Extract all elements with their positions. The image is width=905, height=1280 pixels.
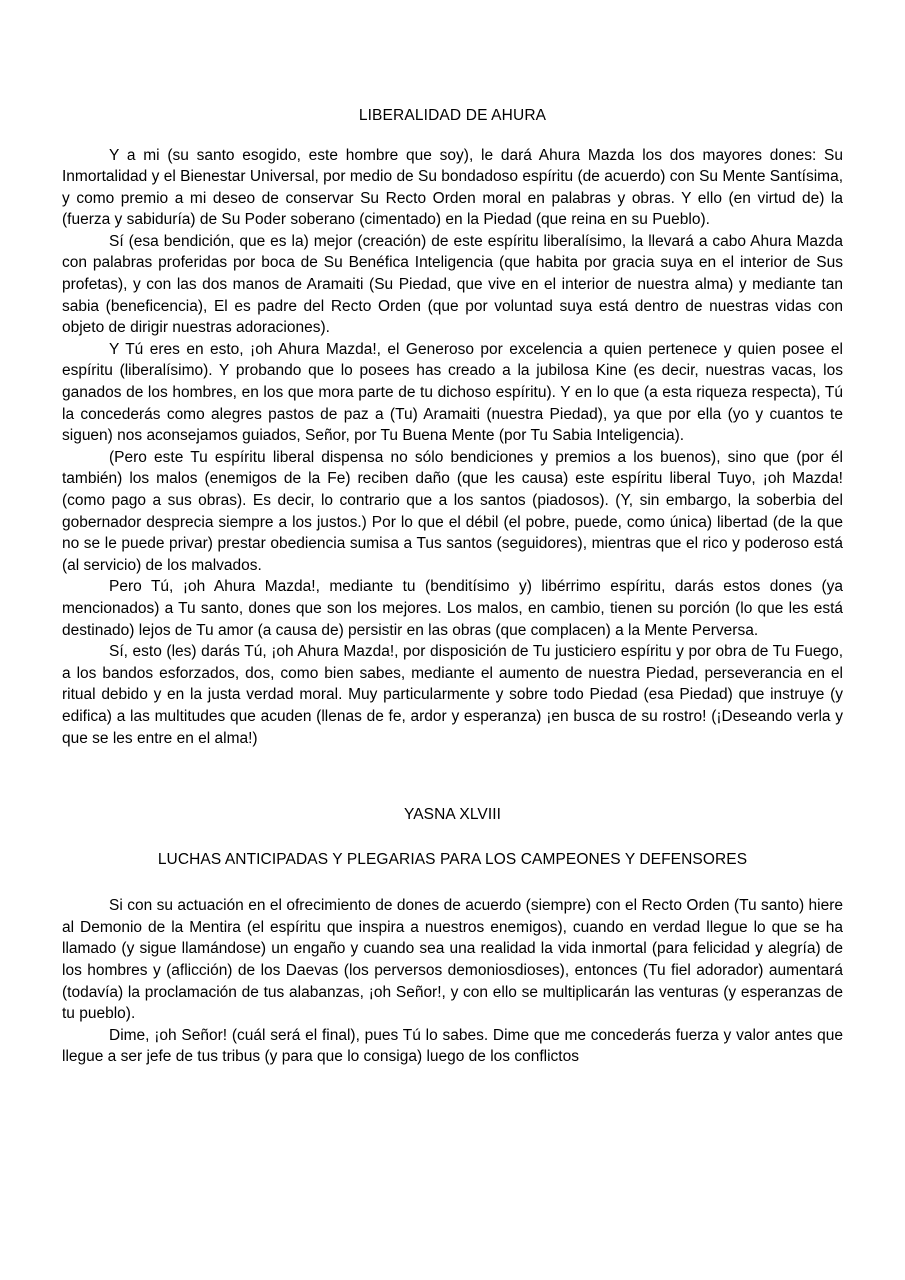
section-spacer-top [62,749,843,804]
paragraph-2: Sí (esa bendición, que es la) mejor (creación) de este espíritu liberalísimo, la llevará a cabo Ahura Mazda con palabras proferidas por boca de Su Benéfica Inteligencia (que habita por gracia suya en el interior de Sus profetas), y con las dos manos de Aramaiti (Su Piedad, que vive en el interior de nuestra alma) y mediante tan sabia (beneficencia), El es padre del Recto Orden (que por voluntad suya está dentro de nuestras vidas con objeto de dirigir nuestras adoraciones). [62,232,843,337]
section-paragraph-1: Si con su actuación en el ofrecimiento de dones de acuerdo (siempre) con el Recto Orden (Tu santo) hiere al Demonio de la Mentira (el espíritu que inspira a nuestros enemigos), cuando en verdad llegue lo que se ha llamado (y sigue llamándose) un engaño y cuando sea una realidad la vida inmortal (para felicidad y alegría) de los hombres y (aflicción) de los Daevas (los perversos demoniosdioses), entonces (Tu fiel adorador) aumentará (todavía) la proclamación de tus alabanzas, ¡oh Señor!, y con ello se multiplicarán las venturas (y esperanzas de tu pueblo). [62,897,843,1023]
paragraph-1: Y a mi (su santo esogido, este hombre que soy), le dará Ahura Mazda los dos mayores dones: Su Inmortalidad y el Bienestar Universal, por medio de Su bondadoso espíritu (de acuerdo) con Su Mente Santísima, y como premio a mi deseo de conservar Su Recto Orden moral en palabras y obras. Y ello (en virtud de) la (fuerza y sabiduría) de Su Poder soberano (cimentado) en la Piedad (que reina en su Pueblo). [62,146,843,229]
section-spacer-middle [62,826,843,849]
paragraph-6: Sí, esto (les) darás Tú, ¡oh Ahura Mazda!, por disposición de Tu justiciero espíritu y por obra de Tu Fuego, a los bandos esforzados, dos, como bien sabes, mediante el aumento de nuestra Piedad, perseverancia en el ritual debido y en la justa verdad moral. Muy particularmente y sobre todo Piedad (esa Piedad) que instruye (y edifica) a las multitudes que acuden (llenas de fe, ardor y esperanza) ¡en busca de su rostro! (¡Deseando verla y que se les entre en el alma!) [62,643,843,747]
section-subtitle: LUCHAS ANTICIPADAS Y PLEGARIAS PARA LOS CAMPEONES Y DEFENSORES [157,850,748,868]
paragraph-5: Pero Tú, ¡oh Ahura Mazda!, mediante tu (benditísimo y) libérrimo espíritu, darás estos dones (ya mencionados) a Tu santo, dones que son los mejores. Los malos, en cambio, tienen su porción (lo que les está destinado) lejos de Tu amor (a causa de) persistir en las obras (que complacen) a la Mente Perversa. [62,578,843,639]
section-heading-yasna: YASNA XLVIII [403,806,502,824]
section-paragraph-2: Dime, ¡oh Señor! (cuál será el final), pues Tú lo sabes. Dime que me concederás fuerza y valor antes que llegue a ser jefe de tus tribus (y para que lo consiga) luego de los conflictos [62,1026,843,1066]
paragraph-4: (Pero este Tu espíritu liberal dispensa no sólo bendiciones y premios a los buenos), sino que (por él también) los malos (enemigos de la Fe) reciben daño (que les causa) este espíritu liberal Tuyo, ¡oh Mazda! (como pago a sus obras). Es decir, lo contrario que a los santos (piadosos). (Y, sin embargo, la soberbia del gobernador desprecia siempre a los justos.) Por lo que el débil (el pobre, puede, como única) libertad (de la que no se le puede privar) prestar obediencia sumisa a Tus santos (seguidores), mientras que el rico y poderoso está (al servicio) de los malvados. [62,448,843,574]
document-content [62,105,843,1068]
page-title: LIBERALIDAD DE AHURA [358,107,547,124]
section-spacer-bottom [62,870,843,895]
paragraph-3: Y Tú eres en esto, ¡oh Ahura Mazda!, el Generoso por excelencia a quien pertenece y quien posee el espíritu (liberalísimo). Y probando que lo posees has creado a la jubilosa Kine (es decir, nuestras vacas, los ganados de los hombres, en los que mora parte de tu dichoso espíritu). Y en lo que (a esta riqueza respecta), Tú la concederás como alegres pastos de paz a (Tu) Aramaiti (nuestra Piedad), ya que por ella (yo y cuantos te siguen) nos aconsejamos guiados, Señor, por Tu Buena Mente (por Tu Sabia Inteligencia). [62,340,843,445]
